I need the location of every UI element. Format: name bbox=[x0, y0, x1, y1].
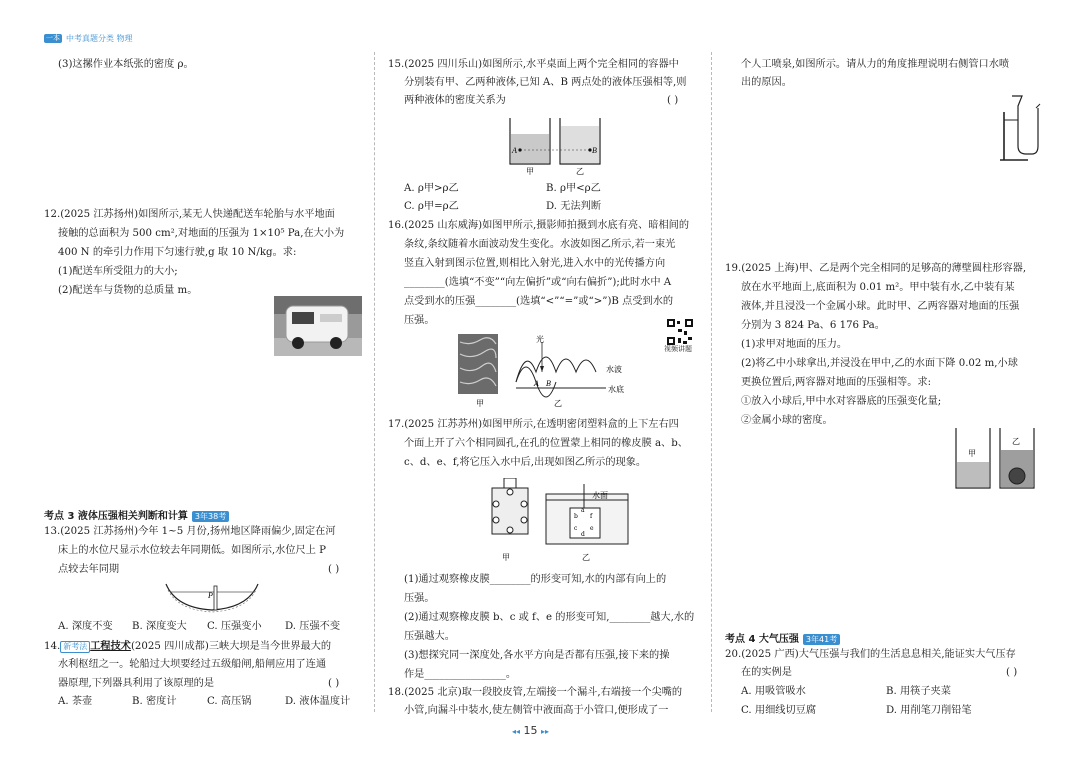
two-containers-figure bbox=[950, 426, 1042, 492]
svg-text:a: a bbox=[581, 507, 585, 514]
answer-bracket: ( ) bbox=[667, 95, 679, 106]
q17-sub: (1)通过观察橡皮膜________的形变可知,水的内部有向上的 bbox=[404, 574, 667, 585]
running-header: 中考真题分类 物理 bbox=[66, 34, 133, 43]
svg-text:e: e bbox=[590, 525, 594, 532]
option: D. 压强不变 bbox=[285, 621, 341, 632]
qr-code-icon[interactable] bbox=[666, 318, 694, 346]
plastic-box-figure bbox=[484, 478, 644, 568]
column-divider bbox=[374, 52, 375, 712]
q17-sub: 作是________________。 bbox=[404, 669, 517, 680]
figure-jia-label: 甲 bbox=[476, 399, 484, 408]
new-method-tag: 新考法 bbox=[60, 641, 90, 653]
q19-line: 放在水平地面上,底面积为 0.01 m²。甲中装有水,乙中装有某 bbox=[741, 282, 1015, 293]
q17-sub: 压强越大。 bbox=[404, 631, 455, 642]
q12-line: 接触的总面积为 500 cm²,对地面的压强为 1×10⁵ Pa,在大小为 bbox=[58, 228, 345, 239]
option: D. 用削笔刀削铅笔 bbox=[886, 705, 972, 716]
water-surface-label: 水面 bbox=[592, 491, 608, 500]
q16-line: 点受到水的压强________(选填“<”“=”或“>”)B 点受到水的 bbox=[404, 296, 674, 307]
beaker-yi-label: 乙 bbox=[576, 167, 584, 176]
q17-sub: (3)想探究同一深度处,各水平方向是否都有压强,接下来的操 bbox=[404, 650, 670, 661]
q19-line: (2)将乙中小球拿出,并浸没在甲中,乙的水面下降 0.02 m,小球 bbox=[741, 358, 1018, 369]
q19-line: (1)求甲对地面的压力。 bbox=[741, 339, 848, 350]
option: D. 无法判断 bbox=[546, 201, 602, 212]
q14-line: 器原理,下列器具利用了该原理的是 bbox=[58, 678, 215, 689]
riverbed-figure bbox=[162, 578, 262, 618]
q19-line: 液体,并且浸没一个金属小球。此时甲、乙两容器对地面的压强 bbox=[741, 301, 1020, 312]
option: A. 用吸管吸水 bbox=[741, 686, 806, 697]
qr-caption: 视频讲题 bbox=[664, 345, 692, 353]
q15-line: 两种液体的密度关系为 bbox=[404, 95, 506, 106]
q12-line: 12.(2025 江苏扬州)如图所示,某无人快递配送车轮胎与水平地面 bbox=[44, 209, 335, 220]
figure-yi-label: 乙 bbox=[582, 553, 590, 562]
q17-sub: 压强。 bbox=[404, 593, 435, 604]
q16-line: 条纹,条纹随着水面波动发生变化。水波如图乙所示,若一束光 bbox=[404, 239, 676, 250]
q19-line: 19.(2025 上海)甲、乙是两个完全相同的足够高的薄壁圆柱形容器, bbox=[725, 263, 1027, 274]
option: C. ρ甲=ρ乙 bbox=[404, 201, 459, 212]
option: A. 深度不变 bbox=[58, 621, 113, 632]
engineering-tag: 工程技术 bbox=[90, 640, 131, 652]
q17-sub: (2)通过观察橡皮膜 b、c 或 f、e 的形变可知,________越大,水的 bbox=[404, 612, 695, 623]
exam-count-badge: 3年41考 bbox=[803, 634, 840, 645]
q16-line: 压强。 bbox=[404, 315, 435, 326]
q16-line: 16.(2025 山东威海)如图甲所示,摄影师拍摄到水底有亮、暗相间的 bbox=[388, 220, 690, 231]
option: C. 高压锅 bbox=[207, 696, 252, 707]
delivery-vehicle-photo bbox=[274, 296, 362, 356]
q18-cont: 出的原因。 bbox=[741, 77, 792, 88]
fountain-figure bbox=[998, 92, 1044, 164]
book-logo: 一本 bbox=[46, 34, 60, 42]
q12-line: (1)配送车所受阻力的大小; bbox=[58, 266, 178, 277]
q19-line: 更换位置后,两容器对地面的压强相等。求: bbox=[741, 377, 932, 388]
option: C. 用细线切豆腐 bbox=[741, 705, 817, 716]
option: A. ρ甲>ρ乙 bbox=[404, 183, 459, 194]
q15-line: 分别装有甲、乙两种液体,已知 A、B 两点处的液体压强相等,则 bbox=[404, 77, 687, 88]
water-wave-figure bbox=[456, 332, 656, 410]
q12-line: (2)配送车与货物的总质量 m。 bbox=[58, 285, 198, 296]
q18-cont: 个人工喷泉,如图所示。请从力的角度推理说明右侧管口水喷 bbox=[741, 59, 1010, 70]
q17-line: 个面上开了六个相同圆孔,在孔的位置蒙上相同的橡皮膜 a、b、 bbox=[404, 438, 688, 449]
q20-line: 在的实例是 bbox=[741, 667, 792, 678]
section-heading-4: 考点 4 大气压强 3年41考 bbox=[725, 630, 840, 645]
q19-line: 分别为 3 824 Pa、6 176 Pa。 bbox=[741, 320, 885, 331]
beaker-jia-label: 甲 bbox=[526, 167, 534, 176]
page-number: ◂◂ 15 ▸▸ bbox=[512, 724, 550, 737]
container-yi-label: 乙 bbox=[1012, 437, 1020, 446]
q12-line: 400 N 的牵引力作用下匀速行驶,g 取 10 N/kg。求: bbox=[58, 247, 297, 258]
light-label: 光 bbox=[536, 335, 544, 344]
option: B. ρ甲<ρ乙 bbox=[546, 183, 601, 194]
two-beakers-figure bbox=[500, 112, 610, 176]
column-divider bbox=[711, 52, 712, 712]
water-bottom-label: 水底 bbox=[608, 385, 624, 394]
option: D. 液体温度计 bbox=[285, 696, 351, 707]
q13-line: 13.(2025 江苏扬州)今年 1~5 月份,扬州地区降雨偏少,固定在河 bbox=[44, 526, 336, 537]
q16-line: 竖直入射到图示位置,则相比入射光,进入水中的光传播方向 bbox=[404, 258, 666, 269]
container-jia-label: 甲 bbox=[968, 449, 976, 458]
point-b-label: B bbox=[592, 146, 597, 155]
q14-line-1: 14. 新考法 工程技术(2025 四川成都)三峡大坝是当今世界最大的 bbox=[44, 640, 332, 652]
option: A. 茶壶 bbox=[58, 696, 93, 707]
option: C. 压强变小 bbox=[207, 621, 262, 632]
q19-line: ①放入小球后,甲中水对容器底的压强变化量; bbox=[741, 396, 942, 407]
point-b-label: B bbox=[546, 380, 552, 388]
point-a-label: A bbox=[512, 146, 517, 155]
answer-bracket: ( ) bbox=[328, 564, 340, 575]
figure-yi-label: 乙 bbox=[554, 399, 562, 408]
q11-part3: (3)这摞作业本纸张的密度 ρ。 bbox=[58, 59, 194, 70]
q18-line: 小管,向漏斗中装水,使左侧管中液面高于小管口,便形成了一 bbox=[404, 705, 669, 716]
section-heading-3: 考点 3 液体压强相关判断和计算 3年38考 bbox=[44, 507, 229, 522]
option: B. 深度变大 bbox=[132, 621, 187, 632]
svg-text:f: f bbox=[590, 513, 593, 520]
q17-line: 17.(2025 江苏苏州)如图甲所示,在透明密闭塑料盒的上下左右四 bbox=[388, 419, 679, 430]
q18-line: 18.(2025 北京)取一段胶皮管,左端接一个漏斗,右端接一个尖嘴的 bbox=[388, 687, 683, 698]
svg-text:d: d bbox=[581, 531, 585, 538]
exam-count-badge: 3年38考 bbox=[192, 511, 229, 522]
q16-line: ________(选填“不变”“向左偏折”或“向右偏折”);此时水中 A bbox=[404, 277, 672, 288]
option: B. 用筷子夹菜 bbox=[886, 686, 951, 697]
q13-line: 床上的水位尺显示水位较去年同期低。如图所示,水位尺上 P bbox=[58, 545, 327, 556]
option: B. 密度计 bbox=[132, 696, 177, 707]
answer-bracket: ( ) bbox=[328, 678, 340, 689]
q14-line: 水利枢纽之一。轮船过大坝要经过五级船闸,船闸应用了连通 bbox=[58, 659, 327, 670]
next-arrow-icon: ▸▸ bbox=[541, 727, 550, 736]
answer-bracket: ( ) bbox=[1006, 667, 1018, 678]
q20-line: 20.(2025 广西)大气压强与我们的生活息息相关,能证实大气压存 bbox=[725, 649, 1016, 660]
q13-line: 点较去年同期 bbox=[58, 564, 120, 575]
q17-line: c、d、e、f,将它压入水中后,出现如图乙所示的现象。 bbox=[404, 457, 647, 468]
q15-line: 15.(2025 四川乐山)如图所示,水平桌面上两个完全相同的容器中 bbox=[388, 59, 679, 70]
svg-text:b: b bbox=[574, 513, 578, 520]
water-wave-label: 水波 bbox=[606, 365, 622, 374]
figure-jia-label: 甲 bbox=[502, 553, 510, 562]
prev-arrow-icon: ◂◂ bbox=[512, 727, 521, 736]
svg-text:c: c bbox=[574, 525, 578, 532]
svg-text:P: P bbox=[208, 591, 213, 600]
q19-line: ②金属小球的密度。 bbox=[741, 415, 833, 426]
point-a-label: A bbox=[534, 380, 540, 388]
